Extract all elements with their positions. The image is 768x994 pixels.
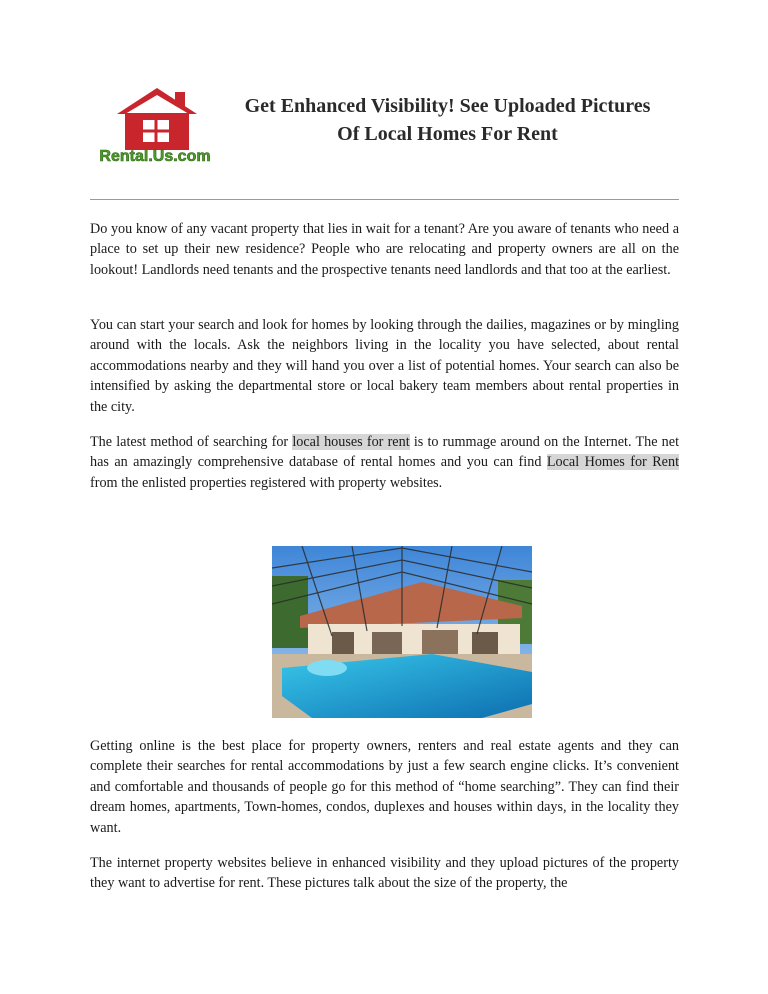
local-houses-for-rent-link[interactable]: local houses for rent (292, 434, 410, 450)
paragraph-2: You can start your search and look for homes by looking through the dailies, magazines or by mingling around with the locals. Ask the neighbors living in the locality you have selected, about rental accommodations nearby and they will hand you over a list of potential homes. Your search can also be intensified by asking the departmental store or local bakery team members about rental properties in the city. (90, 317, 679, 415)
pool-house-photo (272, 546, 532, 718)
title-line-2: Of Local Homes For Rent (337, 123, 558, 145)
rental-us-logo[interactable] (95, 86, 217, 166)
local-homes-for-rent-link[interactable]: Local Homes for Rent (546, 454, 680, 471)
paragraph-4: Getting online is the best place for property owners, renters and real estate agents and they can complete their searches for rental accommodations by just a few search engine clicks. It’s convenient and comfortable and thousands of people go for this method of “home searching”. They can find their dream homes, apartments, Town-homes, condos, duplexes and houses within days, in the locality they want. (90, 738, 679, 836)
paragraph-3-text-3: from the enlisted properties registered with property websites. (90, 474, 443, 491)
paragraph-3-text-1: The latest method of searching for (90, 434, 293, 450)
logo-text: Rental.Us.com (99, 148, 211, 165)
header-divider (90, 199, 679, 200)
paragraph-5: The internet property websites believe in enhanced visibility and they upload pictures of the property they want to advertise for rent. These pictures talk about the size of the property, the (90, 855, 679, 892)
paragraph-1: Do you know of any vacant property that lies in wait for a tenant? Are you aware of tenants who need a place to set up their new residence? People who are relocating and property owners are all on the lookout! Landlords need tenants and the prospective tenants need landlords and that too at the earliest. (90, 221, 679, 278)
title-line-1: Get Enhanced Visibility! See Uploaded Pictures (244, 95, 651, 117)
paragraph-3 (90, 432, 679, 493)
paragraph-3-text-2: is to rummage around on the Internet. The net has an amazingly comprehensive database of rental homes and you can find (90, 434, 680, 471)
page-title (205, 92, 690, 148)
